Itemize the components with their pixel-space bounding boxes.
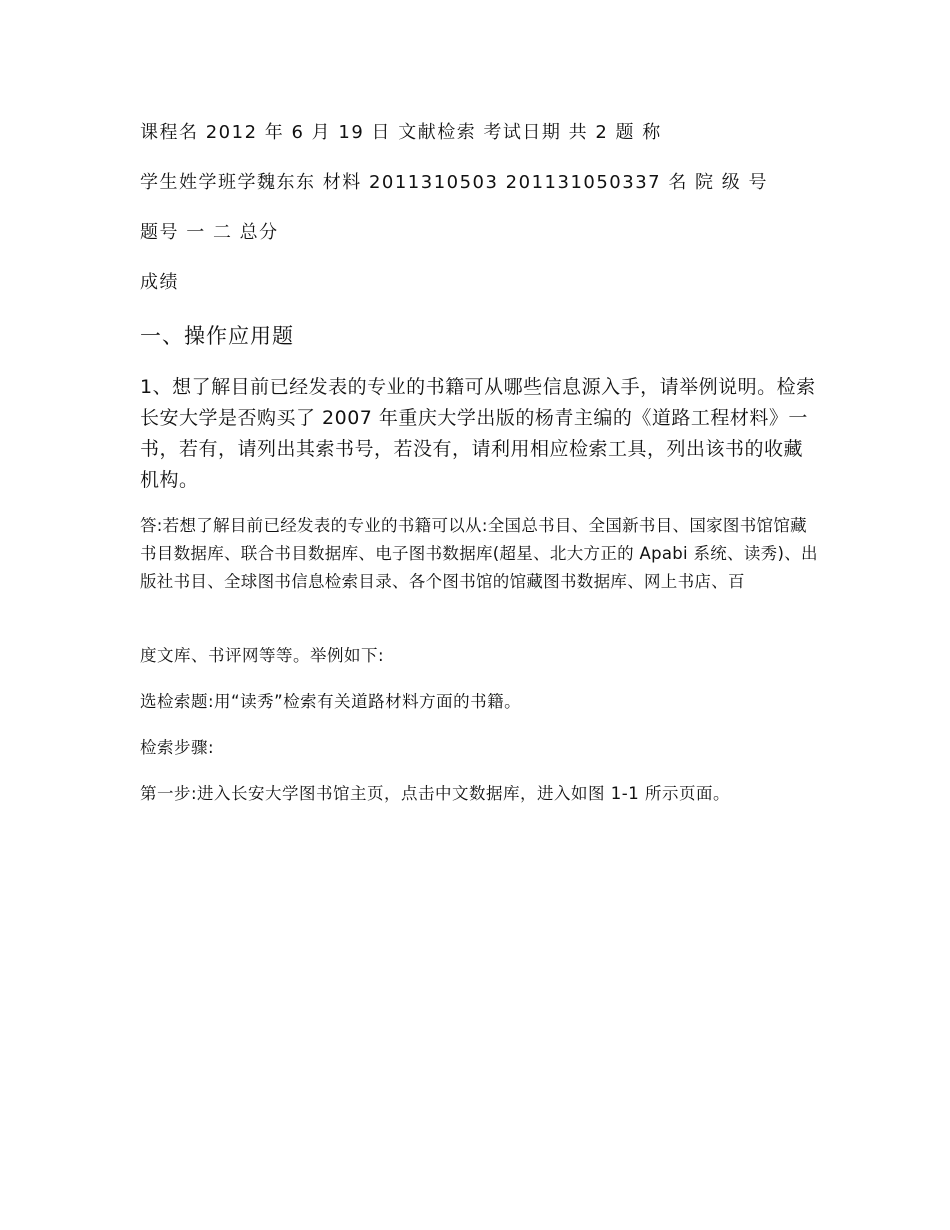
search-topic: 选检索题:用“读秀”检索有关道路材料方面的书籍。 <box>140 692 522 711</box>
answer-paragraph: 答:若想了解目前已经发表的专业的书籍可以从:全国总书目、全国新书目、国家图书馆馆藏书目数据库、联合书目数据库、电子图书数据库(超星、北大方正的 Apabi 系统、读秀)、出版社书目、全球图书信息检索目录、各个图书馆的馆藏图书数据库、网上书店、百 <box>140 516 818 591</box>
exam-header-line-1: 课程名 2012 年 6 月 19 日 文献检索 考试日期 共 2 题 称 <box>140 122 662 143</box>
section-heading: 一、操作应用题 <box>140 324 294 348</box>
search-steps-label: 检索步骤: <box>140 738 215 757</box>
search-step-1: 第一步:进入长安大学图书馆主页，点击中文数据库，进入如图 1-1 所示页面。 <box>140 784 730 803</box>
score-label: 成绩 <box>140 272 179 293</box>
answer-continuation: 度文库、书评网等等。举例如下: <box>140 646 385 665</box>
exam-header-line-2: 学生姓学班学魏东东 材料 2011310503 201131050337 名 院 级 号 <box>140 172 768 193</box>
question-1-text: 1、想了解目前已经发表的专业的书籍可从哪些信息源入手，请举例说明。检索长安大学是否购买了 2007 年重庆大学出版的杨青主编的《道路工程材料》一书，若有，请列出其索书号，若没有，请利用相应检索工具，列出该书的收藏机构。 <box>140 376 816 491</box>
score-table-header: 题号 一 二 总分 <box>140 222 279 243</box>
